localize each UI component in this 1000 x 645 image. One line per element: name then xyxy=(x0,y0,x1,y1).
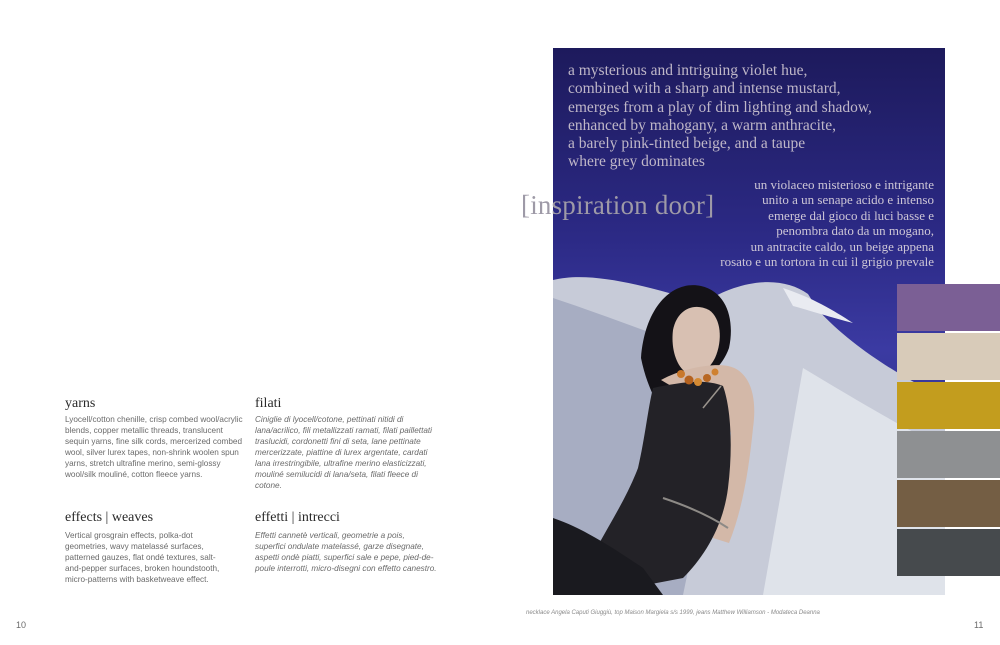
inspiration-title: [inspiration door] xyxy=(521,190,715,220)
filati-text: Ciniglie di lyocell/cotone, pettinati nitidi di lana/acrilico, fili metallizzati ramati, filati paillettati traslucidi, cordonetti fini di seta, lane pettinate mercerizzate, piattine di lurex argentate, cardati lana irrestringibile, ultrafine merino elasticizzati, mouliné semilucidi di lana/seta, filati fleece di cotone. xyxy=(255,415,433,490)
effetti-heading: effetti | intrecci xyxy=(255,510,340,525)
effetti-text: Effetti cannetè verticali, geometrie a pois, superfici ondulate matelassé, garze disegnate, aspetti ondè piatti, superfici sale e pepe, pied-de-poule interrotti, micro-disegni con effetto canestro. xyxy=(255,531,437,573)
quote-en-line: where grey dominates xyxy=(568,153,705,171)
necklace-bead xyxy=(677,370,685,378)
quote-en-line: a mysterious and intriguing violet hue, xyxy=(568,62,808,79)
effects-text: Vertical grosgrain effects, polka-dot geometries, wavy matelassé surfaces, patterned gauzes, flat ondé textures, salt-and-pepper surfaces, broken houndstooth, micro-patterns with basketweave effect. xyxy=(65,531,220,584)
quote-it-line: penombra dato da un mogano, xyxy=(776,223,934,239)
quote-it-line: un antracite caldo, un beige appena xyxy=(750,238,934,254)
filati-heading: filati xyxy=(255,396,282,411)
swatch-violet xyxy=(897,284,1000,331)
page-number-left: 10 xyxy=(16,620,27,630)
quote-it-line: un violaceo misterioso e intrigante xyxy=(754,177,934,192)
yarns-text: Lyocell/cotton chenille, crisp combed wool/acrylic blends, copper metallic threads, translucent sequin yarns, fine silk cords, mercerized combed wool, silver lurex tapes, non-shrink woolen spun yarns, stretch ultrafine merino, semi-glossy wool/silk mouliné, cotton fleece yarns. xyxy=(65,415,243,479)
quote-italian xyxy=(720,177,934,269)
quote-it-line: rosato e un tortora in cui il grigio prevale xyxy=(720,254,934,270)
swatch-beige xyxy=(897,333,1000,380)
quote-en-line: emerges from a play of dim lighting and shadow, xyxy=(568,98,872,116)
swatch-mustard xyxy=(897,382,1000,429)
quote-en-line: combined with a sharp and intense mustard, xyxy=(568,80,841,98)
necklace-bead xyxy=(685,376,694,385)
yarns-heading: yarns xyxy=(65,396,96,411)
quote-en-line: a barely pink-tinted beige, and a taupe xyxy=(568,135,806,153)
quote-it-line: unito a un senape acido e intenso xyxy=(762,192,934,208)
necklace-bead xyxy=(712,369,719,376)
necklace-bead xyxy=(694,378,702,386)
effects-heading: effects | weaves xyxy=(65,510,154,525)
page-number-right: 11 xyxy=(974,620,984,630)
quote-english xyxy=(568,62,872,172)
swatch-grey xyxy=(897,431,1000,478)
swatch-anthracite xyxy=(897,529,1000,576)
swatch-mahogany xyxy=(897,480,1000,527)
photo-caption: necklace Angela Caputi Giuggiù, top Maison Margiela s/s 1999, jeans Matthew Williamson - Modateca Deanna xyxy=(526,610,820,616)
quote-en-line: enhanced by mahogany, a warm anthracite, xyxy=(568,116,836,134)
necklace-bead xyxy=(703,374,711,382)
quote-it-line: emerge dal gioco di luci basse e xyxy=(768,207,934,223)
